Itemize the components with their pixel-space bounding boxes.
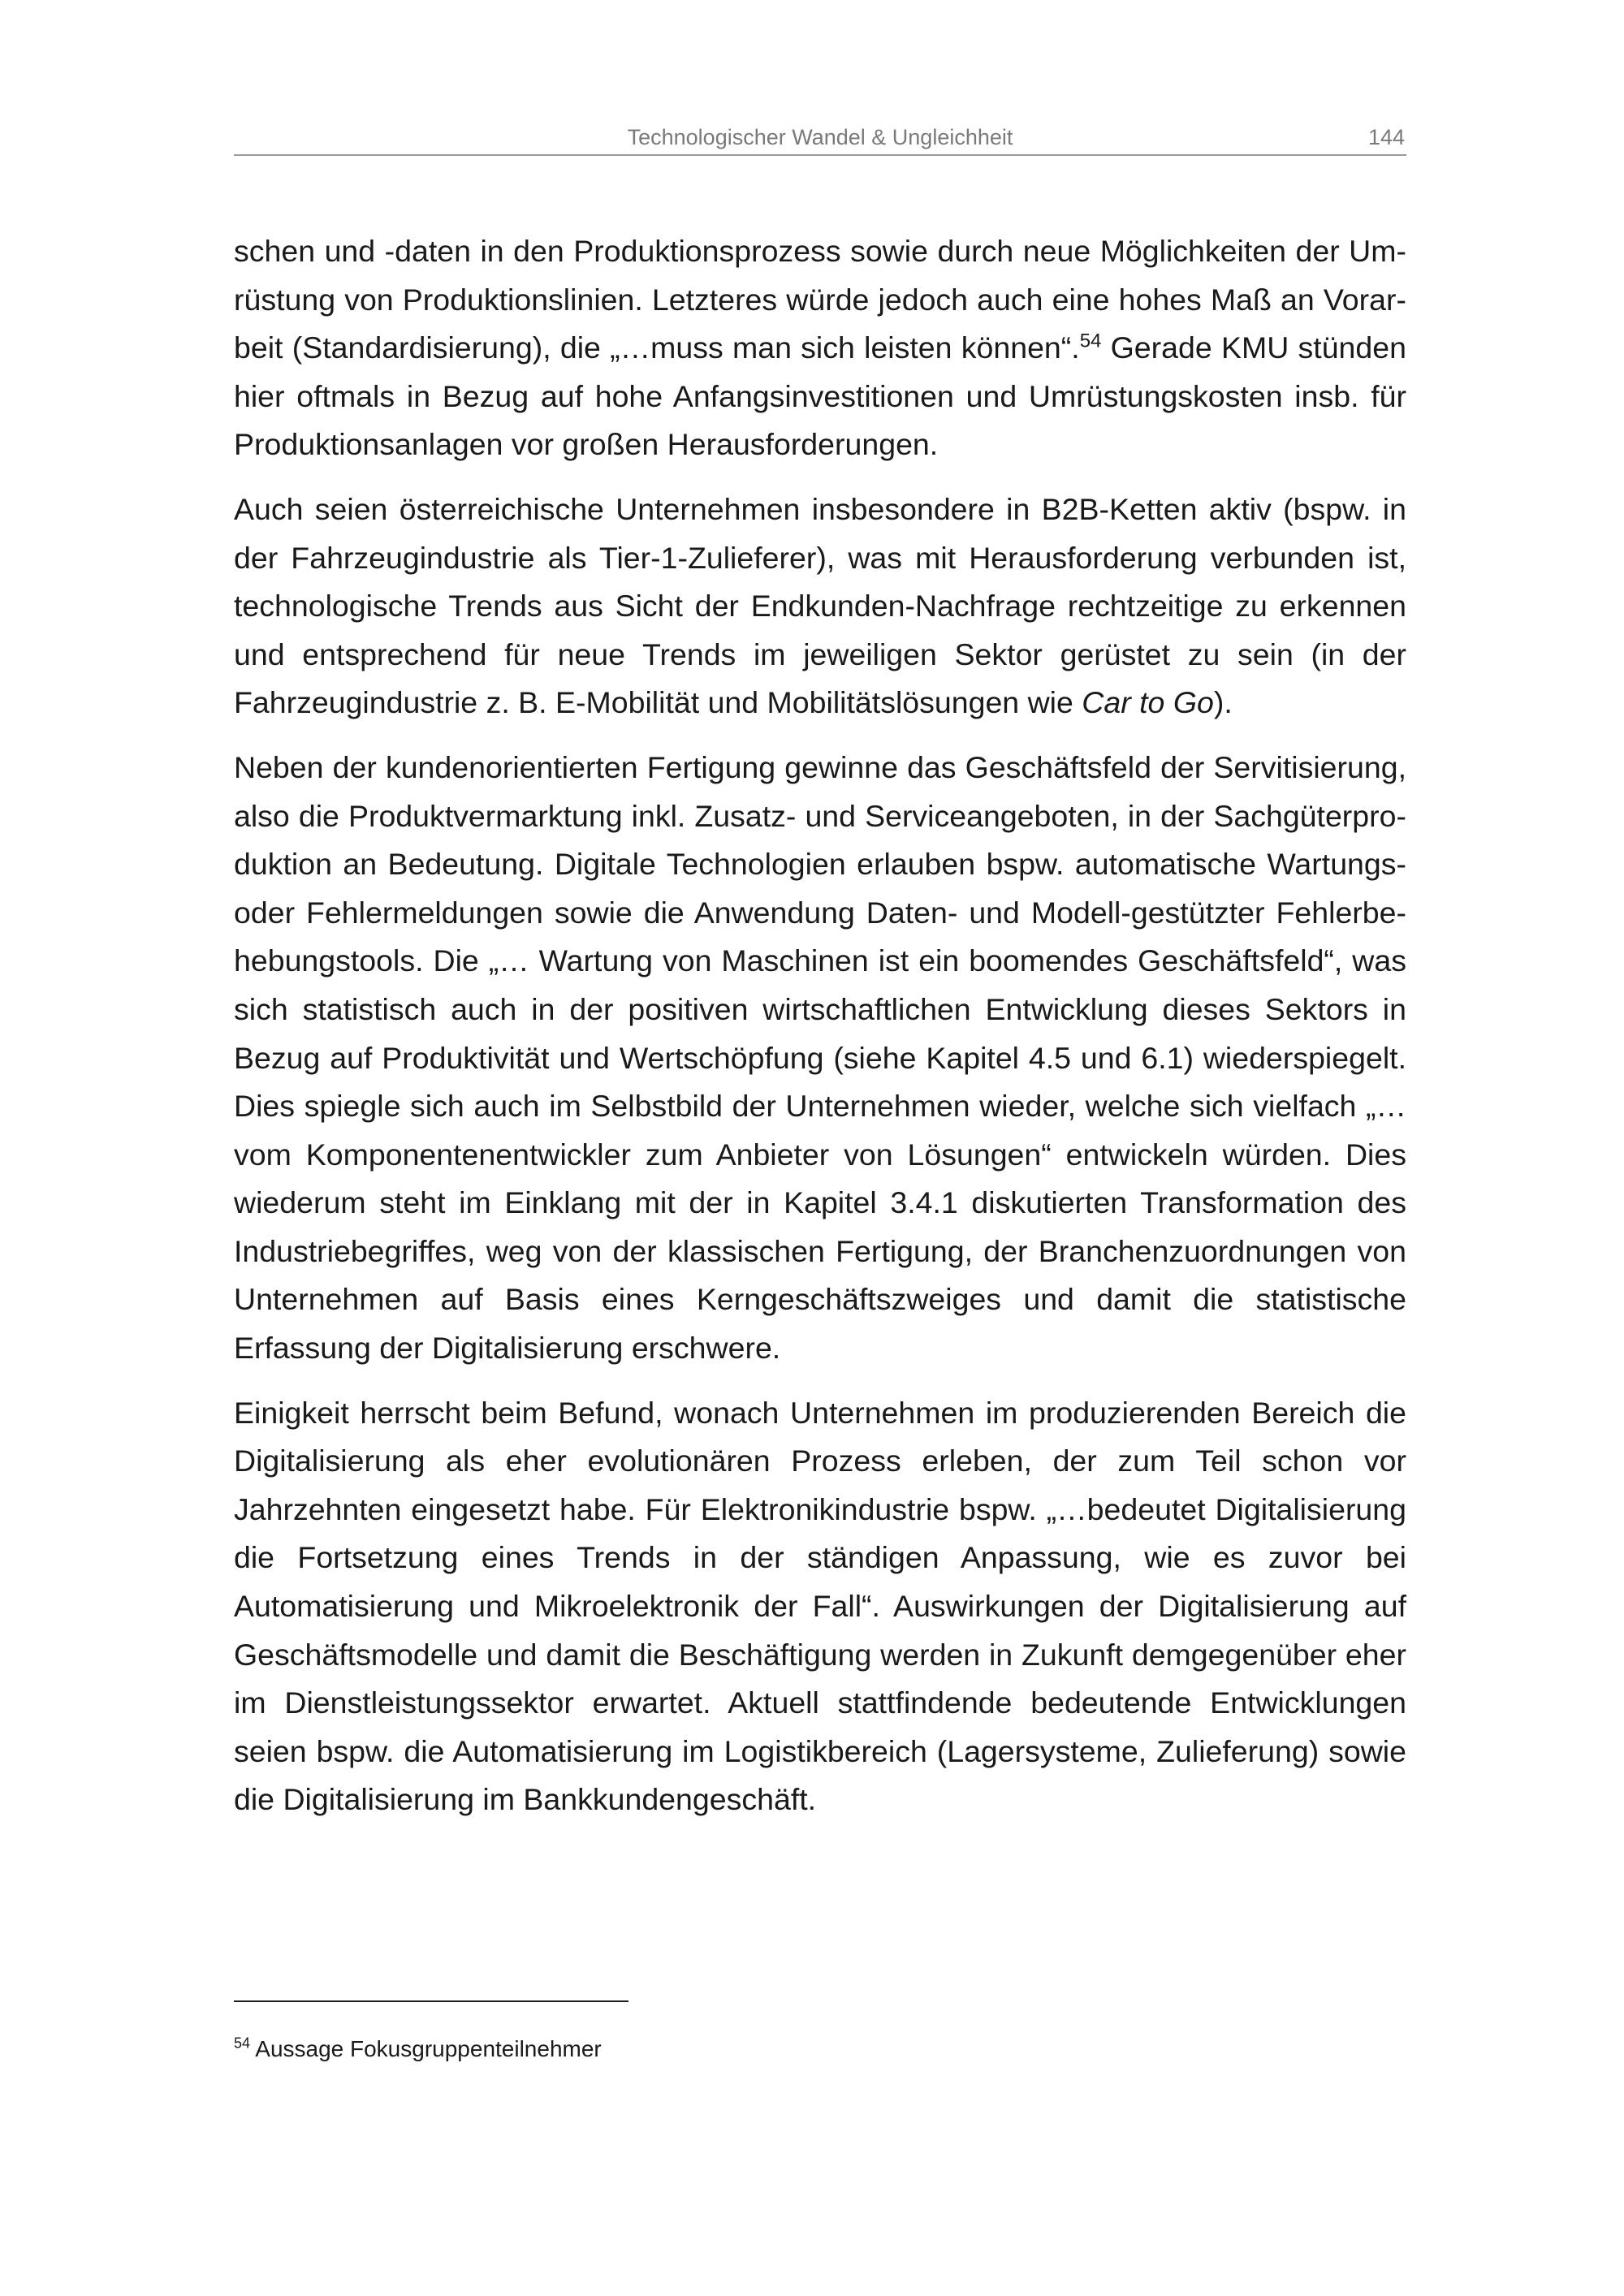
footnote-text: Aussage Fokusgruppenteilnehmer	[255, 2036, 602, 2061]
paragraph-3: Neben der kundenorientierten Fertigung gewinne das Geschäftsfeld der Servitisierung, also die Produktvermarktung inkl. Zusatz- und Serviceangeboten, in der Sachgüterproduktion an Bedeutung. Digitale Technologien erlauben bspw. automatische Wartungs- oder Fehlermeldungen sowie die Anwendung Daten- und Modell-gestützter Fehlerbehebungstools. Die „… Wartung von Maschinen ist ein boomendes Geschäftsfeld“, was sich statistisch auch in der positiven wirtschaftlichen Entwicklung dieses Sektors in Bezug auf Produktivität und Wertschöpfung (siehe Kapitel 4.5 und 6.1) wiederspiegelt. Dies spiegle sich auch im Selbstbild der Unternehmen wieder, welche sich vielfach „…vom Komponentenentwickler zum Anbieter von Lösungen“ entwickeln würden. Dies wiederum steht im Einklang mit der in Kapitel 3.4.1 diskutierten Transformation des Industriebegriffes, weg von der klassischen Fertigung, der Branchenzuordnungen von Unternehmen auf Basis eines Kerngeschäftszweiges und damit die statistische Erfassung der Digitalisierung erschwere.	[234, 749, 1406, 1366]
paragraph-2-text-b: ).	[1213, 685, 1233, 720]
running-header	[234, 122, 1406, 156]
paragraph-2-italic-term: Car to Go	[1082, 685, 1214, 720]
footnote	[234, 2035, 602, 2064]
paragraph-2-text-a: Auch seien österreichische Unternehmen insbesondere in B2B-Ketten aktiv (bspw. in der Fahrzeugindustrie als Tier-1-Zulieferer), was mit Herausforderung verbunden ist, technologische Trends aus Sicht der Endkunden-Nachfrage rechtzeitige zu erkennen und entsprechend für neue Trends im jeweiligen Sektor gerüstet zu sein (in der Fahrzeugindustrie z. B. E-Mobilität und Mobilitätslösungen wie	[234, 491, 1406, 720]
footnote-reference[interactable]: 54	[1079, 330, 1102, 352]
footnote-separator	[234, 2000, 628, 2002]
paragraph-2	[234, 486, 1406, 727]
footnote-number: 54	[234, 2035, 251, 2052]
paragraph-1-text-b: Gerade KMU stünden hier oftmals in Bezug auf hohe Anfangsinvestitionen und Umrüstungskosten insb. für Produktionsanlagen vor großen Herausforderungen.	[234, 330, 1406, 462]
page-number: 144	[1367, 125, 1405, 149]
body-text	[234, 227, 1406, 1841]
paragraph-4: Einigkeit herrscht beim Befund, wonach Unternehmen im produzierenden Bereich die Digitalisierung als eher evolutionären Prozess erleben, der zum Teil schon vor Jahrzehnten eingesetzt habe. Für Elektronikindustrie bspw. „…bedeutet Digitalisierung die Fortsetzung eines Trends in der ständigen Anpassung, wie es zuvor bei Automatisierung und Mikroelektronik der Fall“. Auswirkungen der Digitalisierung auf Geschäftsmodelle und damit die Beschäftigung werden in Zukunft demgegenüber eher im Dienstleistungssektor erwartet. Aktuell stattfindende bedeutende Entwicklungen seien bspw. die Automatisierung im Logistikbereich (Lagersysteme, Zulieferung) sowie die Digitalisierung im Bankkundengeschäft.	[234, 1395, 1406, 1817]
paragraph-1-text-a: schen und -daten in den Produktionsprozess sowie durch neue Möglichkeiten der Umrüstung von Produktionslinien. Letzteres würde jedoch auch eine hohes Maß an Vorarbeit (Standardisierung), die „…muss man sich leisten können“.	[234, 234, 1406, 365]
paragraph-1	[234, 227, 1406, 469]
header-title: Technologischer Wandel & Ungleichheit	[627, 125, 1013, 149]
